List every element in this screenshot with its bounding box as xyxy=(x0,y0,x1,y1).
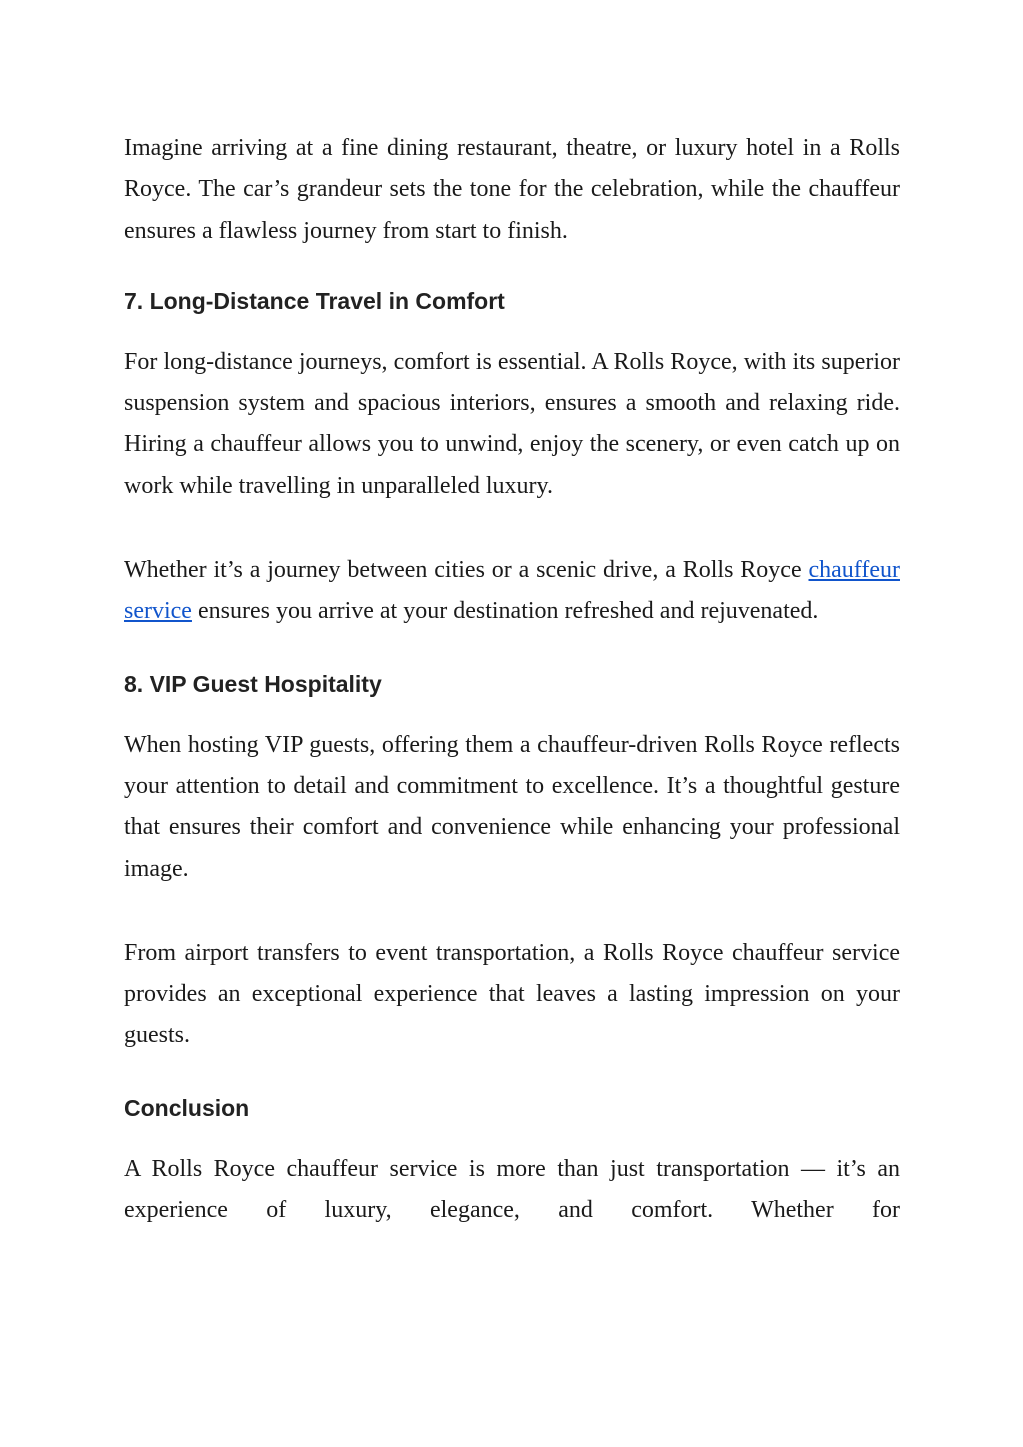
section-7-paragraph-1: For long-distance journeys, comfort is essential. A Rolls Royce, with its superior suspension system and spacious interiors, ensures a smooth and relaxing ride. Hiring a chauffeur allows you to unwind, enjoy the scenery, or even catch up on work while travelling in unparalleled luxury. xyxy=(124,348,900,499)
conclusion-paragraph xyxy=(124,1149,900,1232)
chauffeur-service-link[interactable]: chauffeur service xyxy=(124,557,900,625)
section-8-paragraph-1: When hosting VIP guests, offering them a chauffeur-driven Rolls Royce reflects your attention to detail and commitment to excellence. It’s a thoughtful gesture that ensures their comfort and convenience while enhancing your professional image. xyxy=(124,731,900,882)
conclusion-paragraph-text: A Rolls Royce chauffeur service is more than just transportation — it’s an experience of luxury, elegance, and comfort. Whether for xyxy=(124,1155,900,1224)
section-7-paragraph-2 xyxy=(124,550,900,633)
section-7-paragraph-2-text-before-link: Whether it’s a journey between cities or a scenic drive, a Rolls Royce xyxy=(124,557,809,584)
section-7-paragraph-2-text-after-link: ensures you arrive at your destination refreshed and rejuvenated. xyxy=(191,598,819,625)
conclusion-heading: Conclusion xyxy=(124,1094,250,1121)
section-8-paragraph-2: From airport transfers to event transportation, a Rolls Royce chauffeur service provides an exceptional experience that leaves a lasting impression on your guests. xyxy=(124,939,900,1049)
section-8-heading: 8. VIP Guest Hospitality xyxy=(124,670,382,697)
section-7-heading: 7. Long-Distance Travel in Comfort xyxy=(124,287,505,314)
intro-paragraph: Imagine arriving at a fine dining restaurant, theatre, or luxury hotel in a Rolls Royce. The car’s grandeur sets the tone for the celebration, while the chauffeur ensures a flawless journey from start to finish. xyxy=(124,135,900,244)
document-page xyxy=(124,128,900,1231)
